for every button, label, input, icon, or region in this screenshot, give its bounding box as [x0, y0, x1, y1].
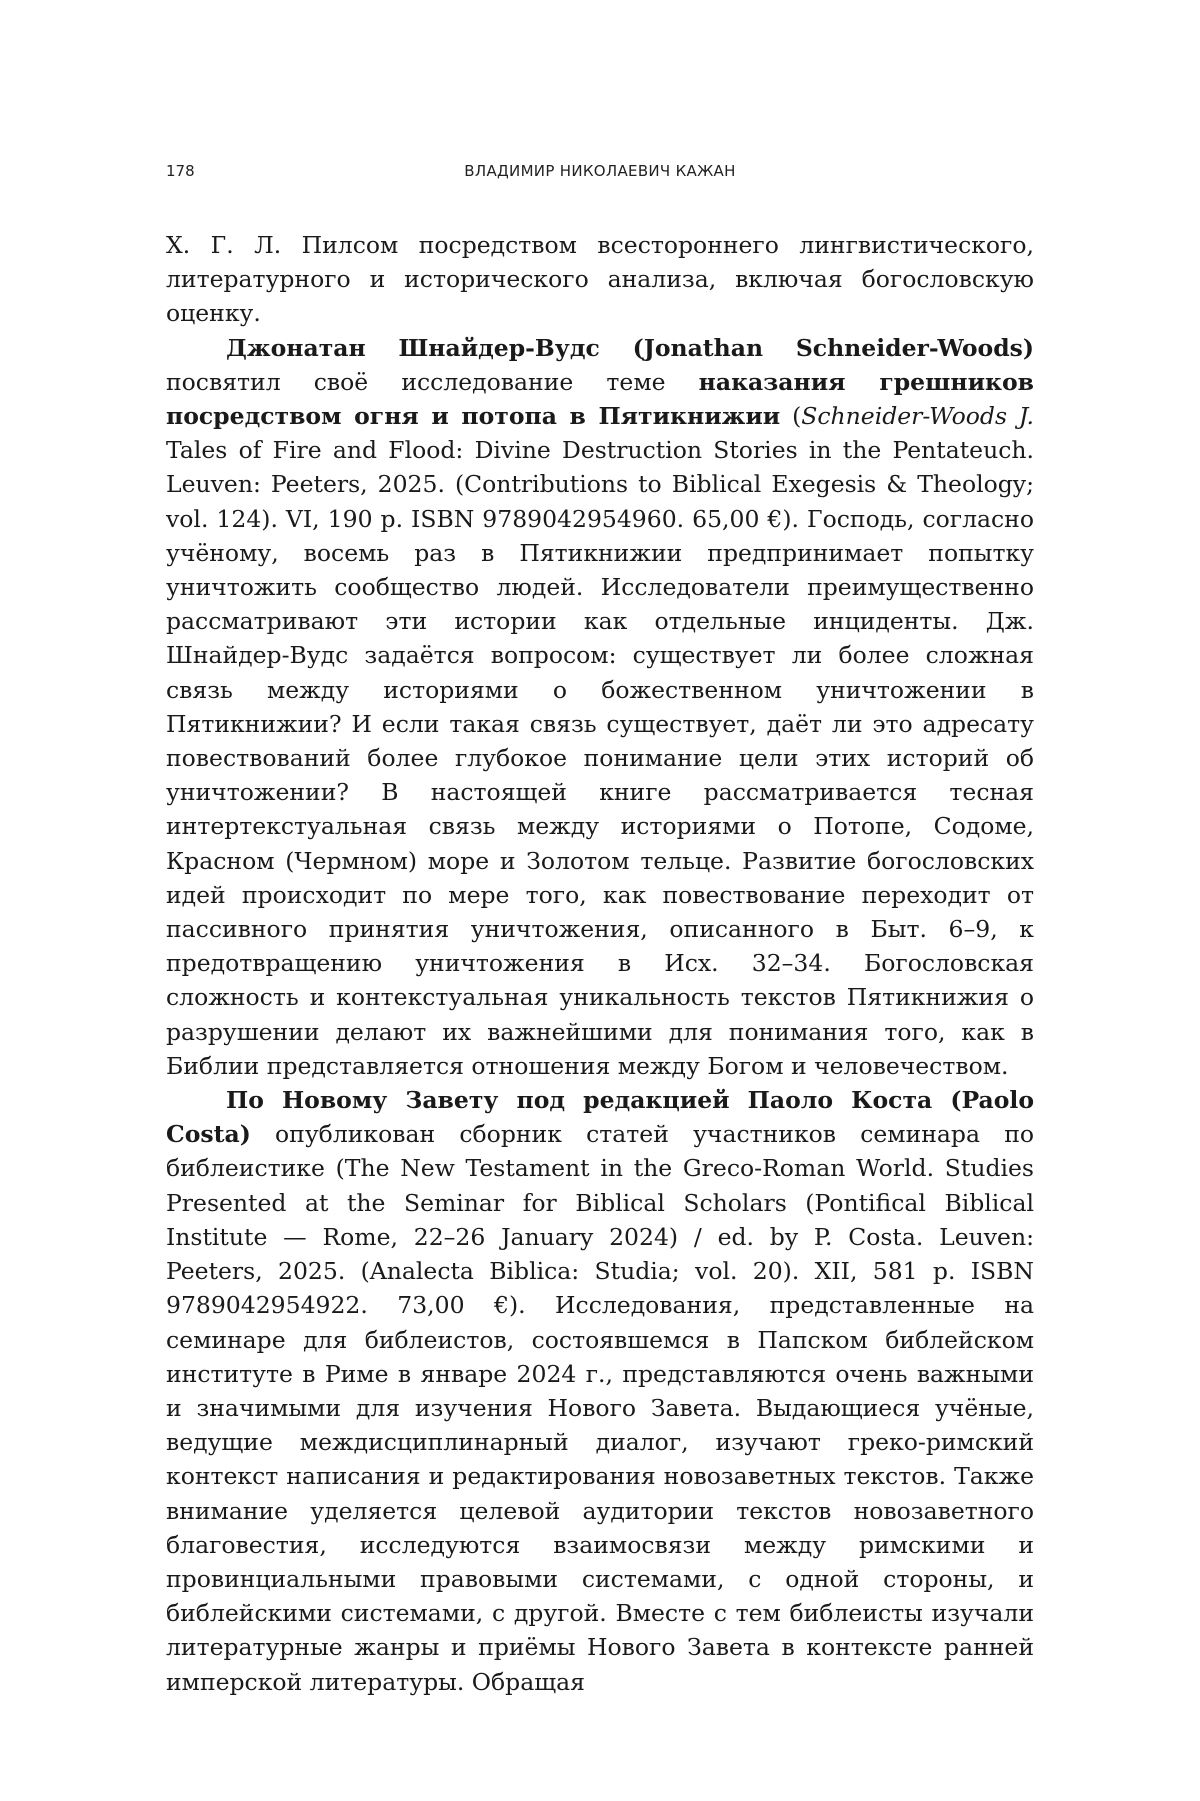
paragraph-1 — [166, 228, 1034, 331]
body-text — [166, 228, 1034, 1699]
paragraph-2 — [166, 331, 1034, 1083]
paragraph-2-text-3: Tales of Fire and Flood: Divine Destruction Stories in the Pentateuch. Leuven: Peeters, 2025. (Contributions to Biblical Exegesis & Theology; vol. 124). VI, 190 p. ISBN 9789042954960. 65,00 €). Господь, согласно учёному, восемь раз в Пятикнижии предпринимает попытку уничтожить сообщество людей. Исследователи преимущественно рассматривают эти истории как отдельные инциденты. Дж. Шнайдер-Вудс задаётся вопросом: существует ли более сложная связь между историями о божественном уничтожении в Пятикнижии? И если такая связь существует, даёт ли это адресату повествований более глубокое понимание цели этих историй об уничтожении? В настоящей книге рассматривается тесная интертекстуальная связь между историями о Потопе, Содоме, Красном (Чермном) море и Золотом тельце. Развитие богословских идей происходит по мере того, как повествование переходит от пассивного принятия уничтожения, описанного в Быт. 6–9, к предотвращению уничтожения в Исх. 32–34. Богословская сложность и контекстуальная уникальность текстов Пятикнижия о разрушении делают их важнейшими для понимания того, как в Библии представляется отношения между Богом и человечеством. — [166, 436, 1034, 1080]
paragraph-3 — [166, 1083, 1034, 1699]
paragraph-2-citation-author: Schneider-Woods J. — [801, 402, 1034, 431]
page-number: 178 — [166, 162, 195, 180]
paragraph-3-author: По Новому Завету под редакцией Паоло Коста (Paolo Costa) — [166, 1086, 1034, 1149]
running-title: ВЛАДИМИР НИКОЛАЕВИЧ КАЖАН — [464, 162, 736, 180]
running-header — [166, 162, 1034, 186]
paragraph-2-topic: наказания грешников посредством огня и потопа в Пятикнижии — [166, 367, 1034, 431]
paragraph-2-text-2: ( — [780, 402, 802, 431]
paragraph-3-text-1: опубликован сборник статей участников семинара по библеистике (The New Testament in the Greco-Roman World. Studies Presented at the Seminar for Biblical Scholars (Pontifical Biblical Institute — Rome, 22–26 January 2024) / ed. by P. Costa. Leuven: Peeters, 2025. (Analecta Biblica: Studia; vol. 20). XII, 581 p. ISBN 9789042954922. 73,00 €). Исследования, представленные на семинаре для библеистов, состоявшемся в Папском библейском институте в Риме в январе 2024 г., представляются очень важными и значимыми для изучения Нового Завета. Выдающиеся учёные, ведущие междисциплинарный диалог, изучают греко-римский контекст написания и редактирования новозаветных текстов. Также внимание уделяется целевой аудитории текстов новозаветного благовестия, исследуются взаимосвязи между римскими и провинциальными правовыми системами, с одной стороны, и библейскими системами, с другой. Вместе с тем библеисты изучали литературные жанры и приёмы Нового Завета в контексте ранней имперской литературы. Обращая — [166, 1120, 1034, 1696]
paragraph-2-author: Джонатан Шнайдер-Вудс (Jonathan Schneider-Woods) — [226, 333, 1034, 362]
paragraph-1-text: Х. Г. Л. Пилсом посредством всестороннего лингвистического, литературного и исторического анализа, включая богословскую оценку. — [166, 231, 1034, 328]
paragraph-2-text-1: посвятил своё исследование теме — [166, 367, 699, 396]
